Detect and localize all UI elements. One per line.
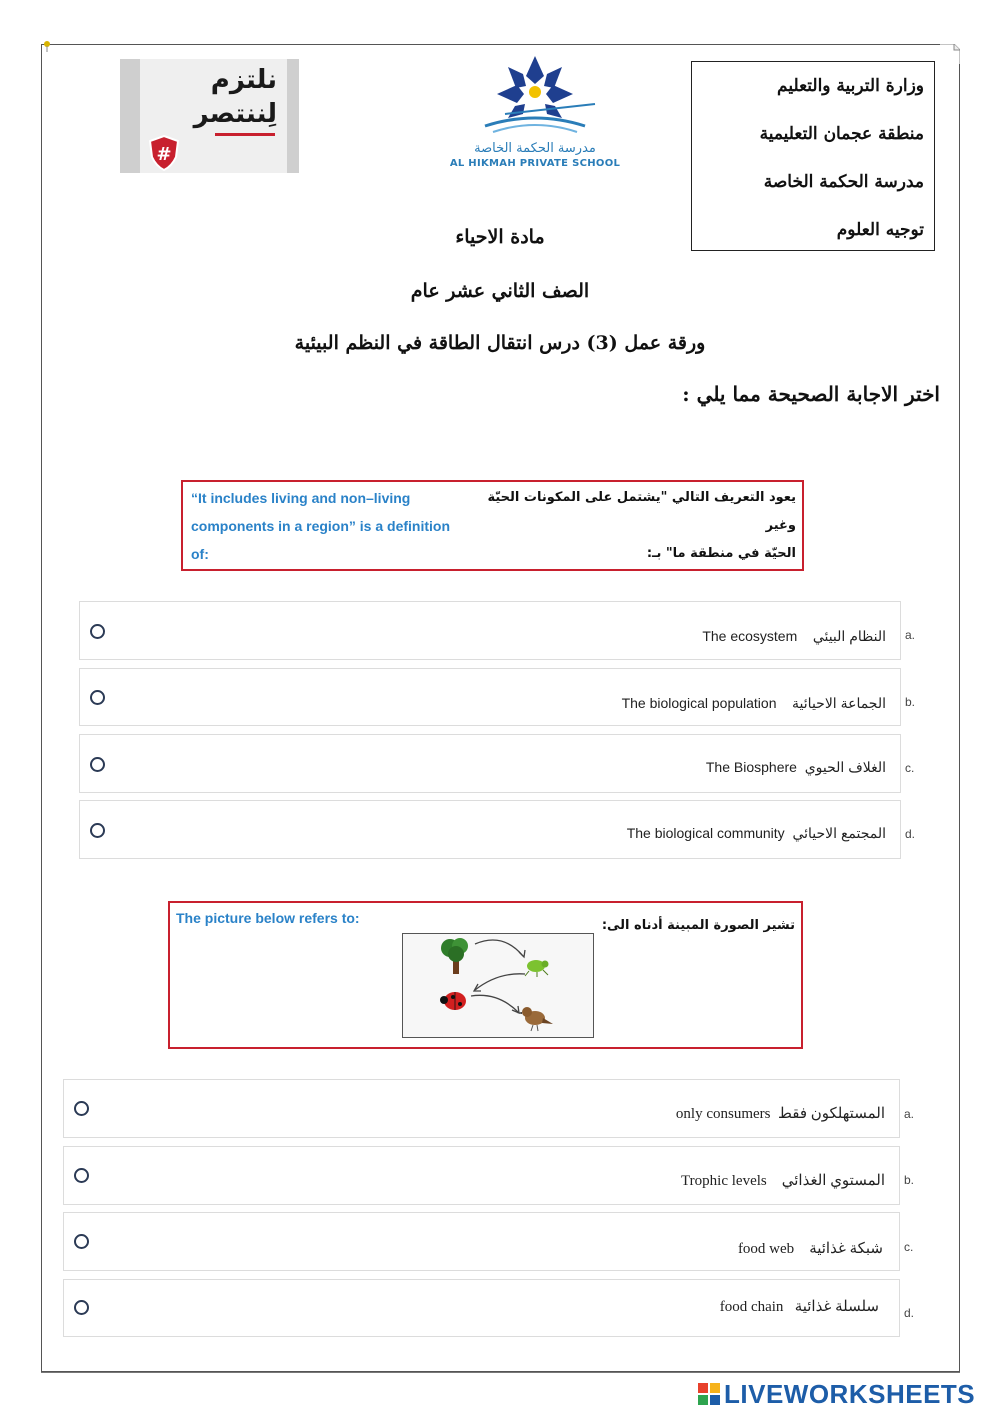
q1-option-b[interactable] [79, 668, 901, 726]
question-1-en-line: “It includes living and non–living [191, 490, 411, 506]
food-chain-picture [402, 933, 594, 1038]
q2-option-c-ar: شبكة غذائية [809, 1241, 883, 1257]
header-ministry: وزارة التربية والتعليم [777, 76, 924, 96]
header-zone: منطقة عجمان التعليمية [759, 124, 924, 144]
q2-option-d-letter: d. [904, 1306, 915, 1320]
worksheet-title: ورقة عمل (3) درس انتقال الطاقة في النظم البيئية [294, 332, 706, 354]
q2-option-d[interactable] [63, 1279, 900, 1337]
instruction-text: اختر الاجابة الصحيحة مما يلي : [682, 382, 940, 406]
question-1-ar-line: يعود التعريف التالي "يشتمل على المكونات الحيّة وغير [487, 490, 796, 533]
q1-option-d[interactable] [79, 800, 901, 859]
badge-line-2: لِننتصر [193, 99, 277, 129]
question-2-english: The picture below refers to: [176, 910, 360, 926]
q2-option-b[interactable] [63, 1146, 900, 1205]
q2-option-a-radio[interactable] [74, 1101, 89, 1116]
liveworksheets-wordmark: LIVEWORKSHEETS [724, 1378, 976, 1409]
q2-option-a-text [676, 1104, 885, 1123]
q1-option-a-en: The ecosystem [702, 628, 798, 644]
question-2-arabic: تشير الصورة المبينة أدناه الى: [601, 918, 795, 933]
q2-option-b-text [681, 1171, 885, 1190]
q2-option-c[interactable] [63, 1212, 900, 1271]
q1-option-d-letter: d. [905, 827, 916, 841]
hashtag-shield-icon [148, 135, 180, 171]
q2-option-b-en: Trophic levels [681, 1173, 767, 1189]
bird-icon [517, 1007, 553, 1031]
q2-option-c-radio[interactable] [74, 1234, 89, 1249]
q2-option-d-text [720, 1297, 879, 1316]
q2-option-d-ar: سلسلة غذائية [794, 1299, 879, 1315]
footer-rule [41, 1372, 960, 1373]
q2-option-a-en: only consumers [675, 1106, 771, 1122]
question-1-arabic [486, 484, 796, 568]
q1-option-c[interactable] [79, 734, 901, 793]
q1-option-c-letter: c. [905, 761, 915, 775]
q1-option-b-radio[interactable] [90, 690, 105, 705]
q1-option-d-ar: المجتمع الاحيائي [792, 825, 886, 841]
q2-option-c-letter: c. [904, 1240, 914, 1254]
school-name-english: AL HIKMAH PRIVATE SCHOOL [449, 158, 621, 169]
q2-option-b-ar: المستوي الغذائي [781, 1173, 885, 1189]
question-1-english [191, 484, 450, 568]
question-1-ar-line: الحيّة في منطقة ما" بـ: [646, 546, 796, 561]
q1-option-d-text [627, 825, 886, 842]
header-school: مدرسة الحكمة الخاصة [763, 172, 924, 192]
ladybug-icon [440, 992, 466, 1010]
energy-arrows [471, 940, 525, 1013]
badge-line-1: نلتزم [210, 65, 277, 95]
subject-title: مادة الاحياء [455, 226, 545, 248]
campaign-badge [120, 59, 299, 173]
anchor-pin-icon [42, 40, 52, 52]
q1-option-d-radio[interactable] [90, 823, 105, 838]
question-1-en-line: components in a region” is a definition [191, 518, 451, 534]
header-department: توجيه العلوم [836, 220, 924, 240]
q2-option-b-letter: b. [904, 1173, 915, 1187]
q1-option-c-en: The Biosphere [705, 759, 797, 775]
svg-text:#: # [156, 144, 172, 165]
q2-option-d-en: food chain [719, 1299, 784, 1315]
q1-option-c-ar: الغلاف الحيوي [804, 759, 886, 775]
page-corner-fold-icon [940, 44, 960, 64]
q1-option-c-radio[interactable] [90, 757, 105, 772]
tree-icon [441, 938, 468, 974]
aphid-icon [525, 960, 549, 977]
q2-option-a-letter: a. [904, 1107, 915, 1121]
q1-option-a-radio[interactable] [90, 624, 105, 639]
q1-option-c-text [706, 759, 886, 776]
school-name-arabic: مدرسة الحكمة الخاصة [474, 141, 596, 156]
q2-option-a[interactable] [63, 1079, 900, 1138]
q1-option-d-en: The biological community [626, 825, 785, 841]
q1-option-b-en: The biological population [621, 695, 777, 711]
food-chain-illustration [403, 934, 593, 1037]
q1-option-b-letter: b. [905, 695, 916, 709]
q1-option-a-ar: النظام البيئي [812, 628, 886, 644]
q1-option-b-ar: الجماعة الاحيائية [792, 695, 886, 711]
q1-option-a-text [702, 628, 886, 645]
q1-option-a-letter: a. [905, 628, 916, 642]
question-1-en-line: of: [191, 546, 209, 562]
ministry-header-box [691, 61, 935, 251]
q2-option-c-en: food web [737, 1241, 795, 1257]
grade-title: الصف الثاني عشر عام [410, 280, 590, 302]
badge-underline [215, 133, 275, 136]
q2-option-c-text [738, 1239, 883, 1258]
q2-option-d-radio[interactable] [74, 1300, 89, 1315]
q2-option-b-radio[interactable] [74, 1168, 89, 1183]
q1-option-b-text [622, 695, 886, 712]
q2-option-a-ar: المستهلكون فقط [778, 1106, 885, 1122]
question-1-box [181, 480, 804, 571]
liveworksheets-mark-icon [698, 1383, 720, 1405]
q1-option-a[interactable] [79, 601, 901, 660]
liveworksheets-logo[interactable] [698, 1380, 975, 1408]
